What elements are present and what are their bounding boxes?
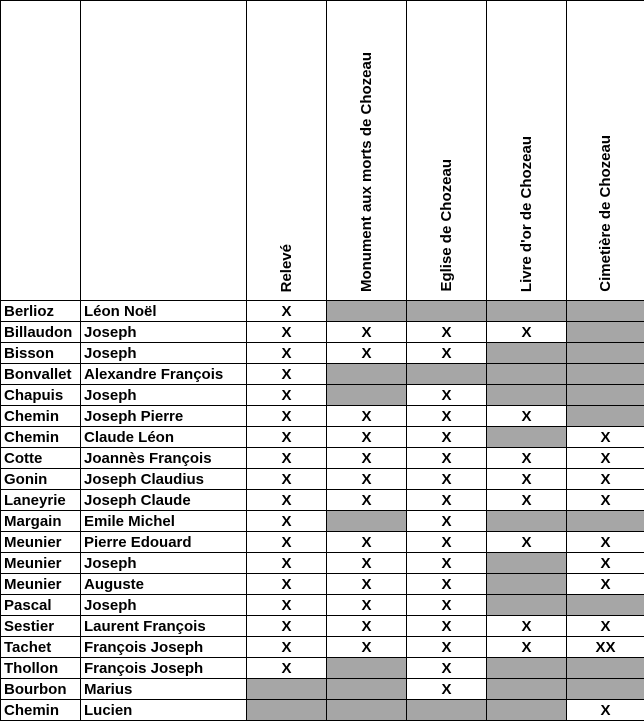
empty-cell — [487, 574, 567, 595]
mark-cell: X — [247, 616, 327, 637]
mark-cell: X — [567, 700, 644, 721]
empty-cell — [567, 679, 644, 700]
surname-cell: Bisson — [1, 343, 81, 364]
mark-cell: X — [487, 637, 567, 658]
mark-cell: X — [407, 427, 487, 448]
mark-cell: X — [567, 532, 644, 553]
mark-cell: X — [567, 616, 644, 637]
table-row — [1, 511, 644, 532]
table-row — [1, 574, 644, 595]
table-body — [1, 301, 644, 721]
mark-cell: X — [487, 532, 567, 553]
mark-cell: X — [327, 553, 407, 574]
mark-cell: X — [407, 658, 487, 679]
given-name-cell: François Joseph — [81, 637, 247, 658]
empty-cell — [487, 553, 567, 574]
mark-cell: X — [327, 616, 407, 637]
mark-cell: X — [487, 406, 567, 427]
empty-cell — [567, 658, 644, 679]
empty-cell — [327, 679, 407, 700]
mark-cell: X — [247, 595, 327, 616]
surname-cell: Chapuis — [1, 385, 81, 406]
mark-cell: X — [247, 637, 327, 658]
empty-cell — [487, 700, 567, 721]
mark-cell: X — [407, 532, 487, 553]
surname-cell: Meunier — [1, 532, 81, 553]
table-row — [1, 427, 644, 448]
table-row — [1, 532, 644, 553]
header-row — [1, 1, 644, 301]
empty-cell — [487, 343, 567, 364]
empty-cell — [327, 364, 407, 385]
surname-cell: Laneyrie — [1, 490, 81, 511]
mark-cell: X — [487, 469, 567, 490]
surname-cell: Pascal — [1, 595, 81, 616]
empty-cell — [567, 406, 644, 427]
surname-cell: Chemin — [1, 406, 81, 427]
mark-cell: X — [327, 406, 407, 427]
empty-cell — [567, 343, 644, 364]
mark-cell: X — [407, 553, 487, 574]
table-row — [1, 553, 644, 574]
empty-cell — [567, 511, 644, 532]
mark-cell: X — [247, 364, 327, 385]
empty-cell — [327, 301, 407, 322]
table-row — [1, 301, 644, 322]
table-row — [1, 343, 644, 364]
given-name-cell: François Joseph — [81, 658, 247, 679]
mark-cell: X — [247, 553, 327, 574]
empty-cell — [327, 511, 407, 532]
mark-cell: X — [567, 448, 644, 469]
given-name-cell: Joseph — [81, 553, 247, 574]
mark-cell: X — [407, 322, 487, 343]
surname-cell: Tachet — [1, 637, 81, 658]
given-name-cell: Auguste — [81, 574, 247, 595]
mark-cell: X — [407, 406, 487, 427]
mark-cell: X — [327, 490, 407, 511]
given-name-cell: Pierre Edouard — [81, 532, 247, 553]
corner-given-header — [81, 1, 247, 301]
surname-cell: Meunier — [1, 574, 81, 595]
mark-cell: X — [407, 448, 487, 469]
mark-cell: X — [247, 511, 327, 532]
mark-cell: X — [247, 658, 327, 679]
mark-cell: X — [407, 679, 487, 700]
mark-cell: X — [567, 469, 644, 490]
given-name-cell: Joseph — [81, 595, 247, 616]
given-name-cell: Joseph — [81, 322, 247, 343]
empty-cell — [487, 385, 567, 406]
mark-cell: X — [247, 322, 327, 343]
column-header-label: Livre d'or de Chozeau — [517, 135, 535, 292]
empty-cell — [487, 427, 567, 448]
mark-cell: X — [327, 343, 407, 364]
surname-cell: Sestier — [1, 616, 81, 637]
mark-cell: X — [487, 448, 567, 469]
table-row — [1, 616, 644, 637]
column-header — [247, 1, 327, 301]
mark-cell: X — [407, 511, 487, 532]
surname-cell: Chemin — [1, 700, 81, 721]
given-name-cell: Léon Noël — [81, 301, 247, 322]
given-name-cell: Joseph Claude — [81, 490, 247, 511]
column-header-label: Cimetière de Chozeau — [596, 135, 614, 292]
mark-cell: X — [327, 322, 407, 343]
column-header — [487, 1, 567, 301]
mark-cell: XX — [567, 637, 644, 658]
column-header — [567, 1, 644, 301]
given-name-cell: Joseph — [81, 385, 247, 406]
table-row — [1, 679, 644, 700]
mark-cell: X — [407, 637, 487, 658]
surname-cell: Gonin — [1, 469, 81, 490]
mark-cell: X — [567, 553, 644, 574]
mark-cell: X — [407, 385, 487, 406]
mark-cell: X — [327, 595, 407, 616]
empty-cell — [567, 322, 644, 343]
column-header-label: Eglise de Chozeau — [437, 159, 455, 292]
given-name-cell: Lucien — [81, 700, 247, 721]
mark-cell: X — [247, 301, 327, 322]
mark-cell: X — [327, 637, 407, 658]
mark-cell: X — [567, 574, 644, 595]
mark-cell: X — [407, 595, 487, 616]
empty-cell — [407, 301, 487, 322]
mark-cell: X — [487, 490, 567, 511]
given-name-cell: Claude Léon — [81, 427, 247, 448]
mark-cell: X — [327, 469, 407, 490]
mark-cell: X — [247, 406, 327, 427]
mark-cell: X — [247, 385, 327, 406]
given-name-cell: Alexandre François — [81, 364, 247, 385]
mark-cell: X — [247, 469, 327, 490]
empty-cell — [567, 385, 644, 406]
given-name-cell: Joseph Claudius — [81, 469, 247, 490]
surname-cell: Cotte — [1, 448, 81, 469]
mark-cell: X — [567, 490, 644, 511]
corner-surname-header — [1, 1, 81, 301]
empty-cell — [327, 700, 407, 721]
empty-cell — [407, 364, 487, 385]
mark-cell: X — [487, 322, 567, 343]
mark-cell: X — [247, 448, 327, 469]
surname-cell: Bonvallet — [1, 364, 81, 385]
empty-cell — [487, 658, 567, 679]
given-name-cell: Joseph Pierre — [81, 406, 247, 427]
surname-cell: Billaudon — [1, 322, 81, 343]
mark-cell: X — [407, 343, 487, 364]
given-name-cell: Marius — [81, 679, 247, 700]
surname-cell: Chemin — [1, 427, 81, 448]
surname-cell: Bourbon — [1, 679, 81, 700]
mark-cell: X — [487, 616, 567, 637]
mark-cell: X — [247, 574, 327, 595]
given-name-cell: Emile Michel — [81, 511, 247, 532]
empty-cell — [247, 679, 327, 700]
empty-cell — [567, 595, 644, 616]
surname-cell: Meunier — [1, 553, 81, 574]
table-row — [1, 322, 644, 343]
mark-cell: X — [327, 448, 407, 469]
empty-cell — [567, 301, 644, 322]
mark-cell: X — [247, 532, 327, 553]
column-header — [407, 1, 487, 301]
given-name-cell: Joannès François — [81, 448, 247, 469]
mark-cell: X — [327, 532, 407, 553]
mark-cell: X — [567, 427, 644, 448]
surname-cell: Margain — [1, 511, 81, 532]
empty-cell — [567, 364, 644, 385]
table-row — [1, 469, 644, 490]
mark-cell: X — [407, 469, 487, 490]
surname-cell: Berlioz — [1, 301, 81, 322]
table-row — [1, 700, 644, 721]
table-row — [1, 658, 644, 679]
mark-cell: X — [407, 616, 487, 637]
table-row — [1, 595, 644, 616]
empty-cell — [487, 364, 567, 385]
mark-cell: X — [407, 490, 487, 511]
table-row — [1, 364, 644, 385]
empty-cell — [327, 658, 407, 679]
empty-cell — [327, 385, 407, 406]
surname-cell: Thollon — [1, 658, 81, 679]
table-row — [1, 406, 644, 427]
empty-cell — [487, 511, 567, 532]
mark-cell: X — [407, 574, 487, 595]
table-row — [1, 637, 644, 658]
column-header-label: Monument aux morts de Chozeau — [357, 51, 375, 292]
given-name-cell: Laurent François — [81, 616, 247, 637]
table-row — [1, 490, 644, 511]
empty-cell — [487, 595, 567, 616]
mark-cell: X — [247, 343, 327, 364]
empty-cell — [407, 700, 487, 721]
column-header — [327, 1, 407, 301]
mark-cell: X — [327, 427, 407, 448]
column-header-label: Relevé — [277, 243, 295, 292]
empty-cell — [247, 700, 327, 721]
empty-cell — [487, 679, 567, 700]
mark-cell: X — [247, 427, 327, 448]
mark-cell: X — [247, 490, 327, 511]
mark-cell: X — [327, 574, 407, 595]
given-name-cell: Joseph — [81, 343, 247, 364]
table-row — [1, 385, 644, 406]
table-row — [1, 448, 644, 469]
empty-cell — [487, 301, 567, 322]
